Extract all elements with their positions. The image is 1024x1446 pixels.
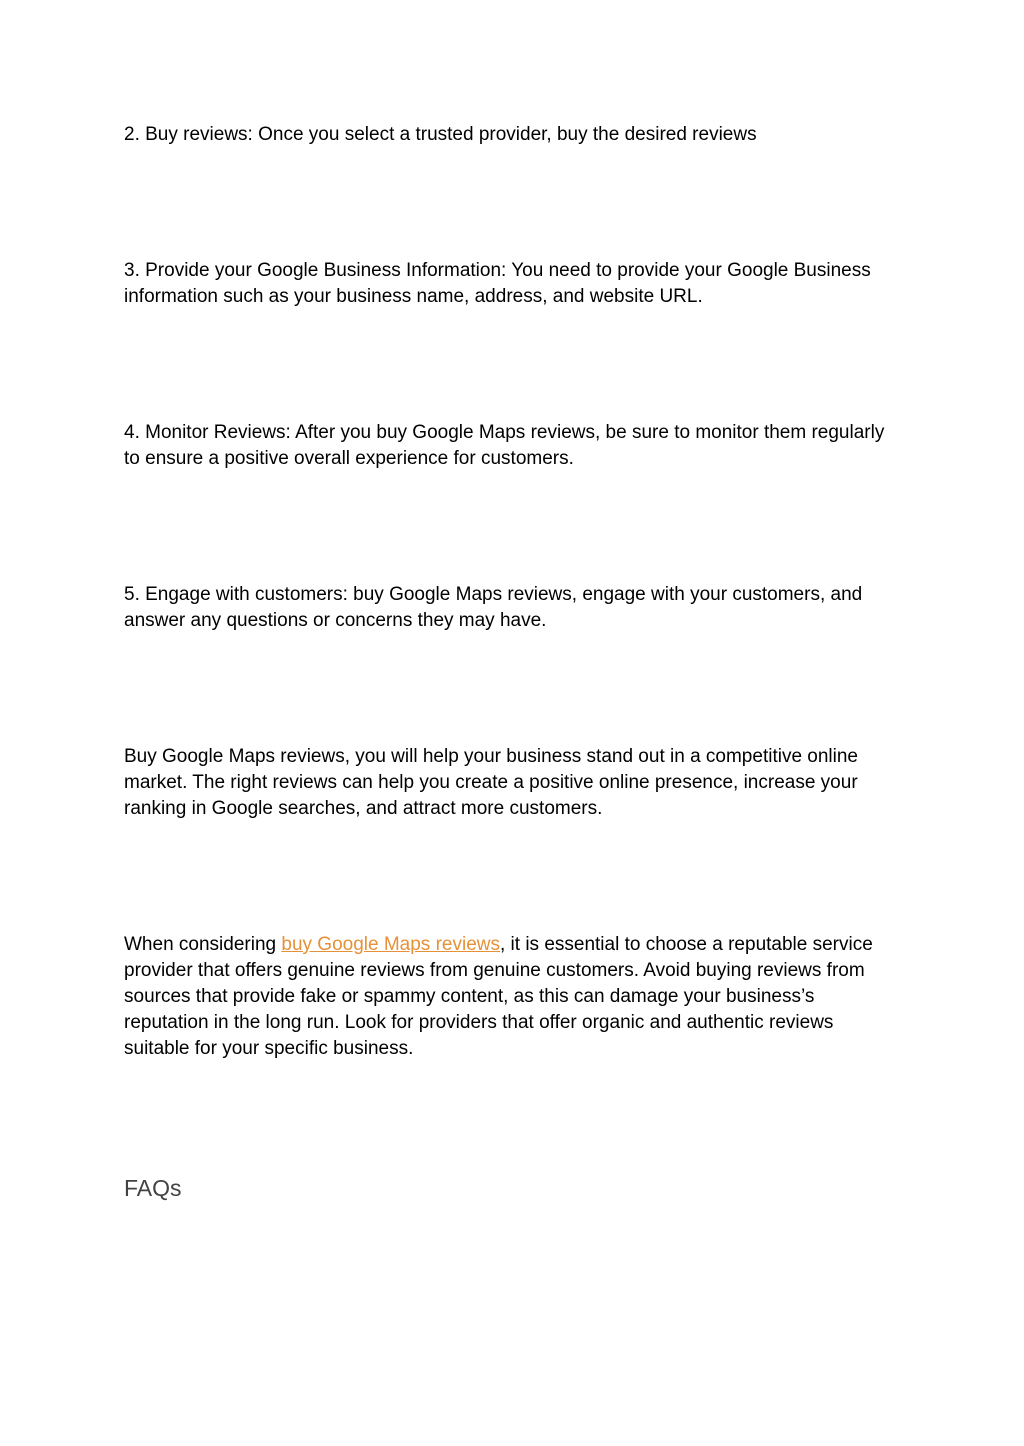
paragraph-summary: Buy Google Maps reviews, you will help your business stand out in a competitive online market. The right reviews can help you create a positive online presence, increase your ranking in Google searches, and attract more customers. (124, 746, 858, 819)
paragraph-step-4: 4. Monitor Reviews: After you buy Google Maps reviews, be sure to monitor them regularly to ensure a positive overall experience for customers. (124, 422, 885, 469)
buy-google-maps-reviews-link[interactable]: buy Google Maps reviews (281, 934, 500, 955)
paragraph-considering-rest: , it is essential to choose a reputable service provider that offers genuine reviews from genuine customers. Avoid buying reviews from sources that provide fake or spammy content, as this can damage your business’s reputation in the long run. Look for providers that offer organic and authentic reviews suitable for your specific business. (124, 934, 873, 1059)
faqs-heading: FAQs (124, 1175, 182, 1201)
paragraph-considering (124, 932, 900, 1062)
paragraph-step-5: 5. Engage with customers: buy Google Maps reviews, engage with your customers, and answer any questions or concerns they may have. (124, 584, 863, 631)
paragraph-step-3: 3. Provide your Google Business Information: You need to provide your Google Business information such as your business name, address, and website URL. (124, 260, 871, 307)
paragraph-considering-intro: When considering (124, 934, 282, 955)
paragraph-step-2: 2. Buy reviews: Once you select a trusted provider, buy the desired reviews (124, 124, 757, 145)
